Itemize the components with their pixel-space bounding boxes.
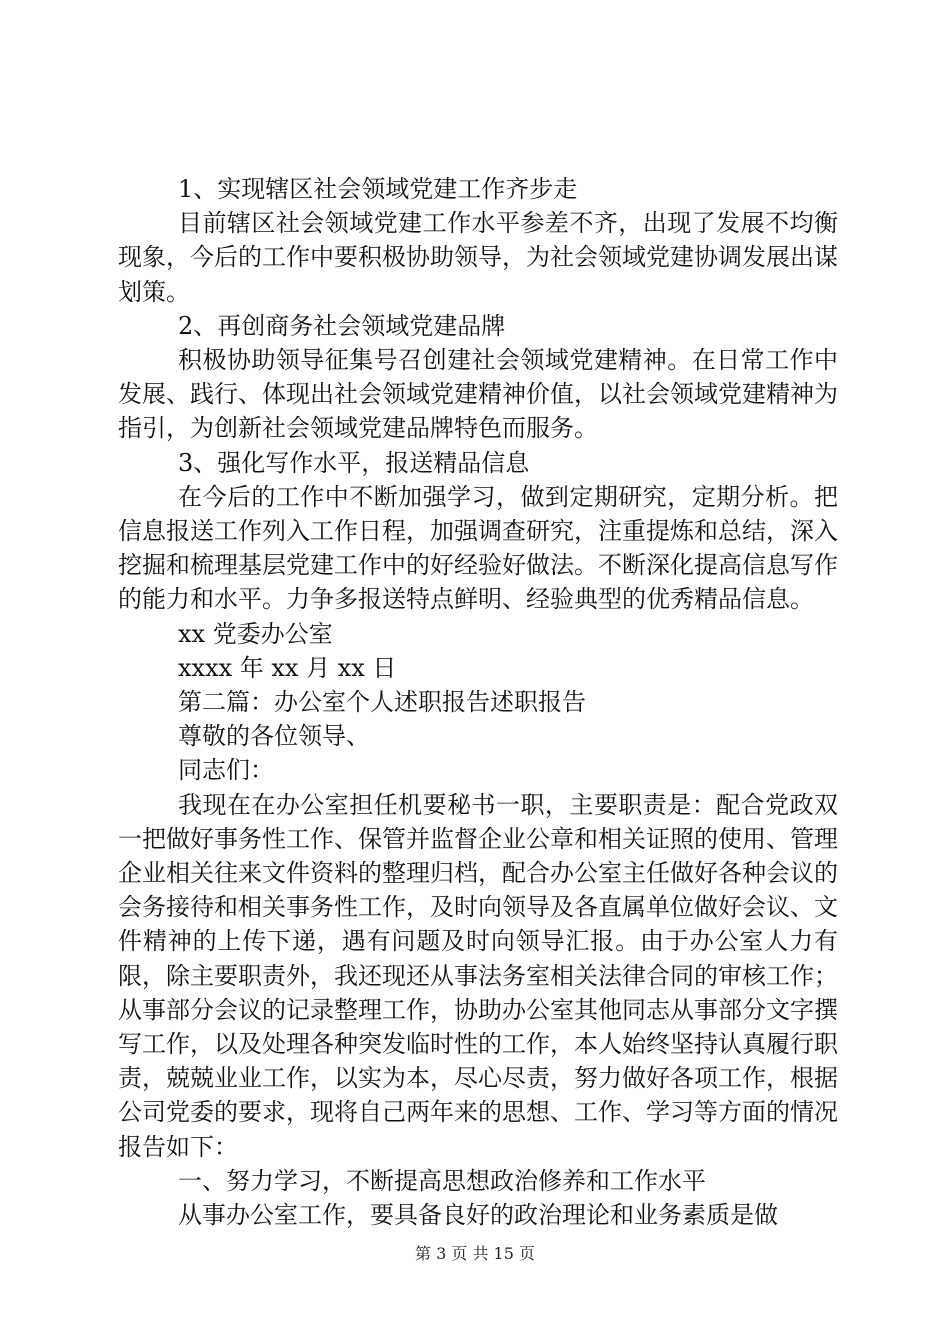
- section-heading-2: 2、再创商务社会领域党建品牌: [178, 311, 506, 340]
- body-paragraph: 积极协助领导征集号召创建社会领域党建精神。在日常工作中发展、践行、体现出社会领域党建精神价值，以社会领域党建精神为指引，为创新社会领域党建品牌特色而服务。: [118, 346, 838, 443]
- signature-office: xx 党委办公室: [178, 619, 333, 648]
- document-body: [118, 172, 838, 1232]
- body-paragraph: 在今后的工作中不断加强学习，做到定期研究，定期分析。把信息报送工作列入工作日程，加强调查研究，注重提炼和总结，深入挖掘和梳理基层党建工作中的好经验好做法。不断深化提高信息写作的能力和水平。力争多报送特点鲜明、经验典型的优秀精品信息。: [118, 482, 838, 614]
- page-number-footer: 第 3 页 共 15 页: [415, 1244, 535, 1263]
- salutation-line-2: 同志们：: [178, 756, 274, 785]
- section-heading-3: 3、强化写作水平，报送精品信息: [178, 448, 530, 477]
- chapter-title: 第二篇：办公室个人述职报告述职报告: [178, 688, 586, 717]
- body-paragraph: 从事办公室工作，要具备良好的政治理论和业务素质是做: [178, 1201, 778, 1230]
- salutation-line-1: 尊敬的各位领导、: [178, 722, 370, 751]
- signature-date: xxxx 年 xx 月 xx 日: [178, 653, 397, 682]
- section-heading-1: 1、实现辖区社会领域党建工作齐步走: [178, 175, 578, 203]
- body-paragraph: 目前辖区社会领域党建工作水平参差不齐，出现了发展不均衡现象，今后的工作中要积极协助领导，为社会领域党建协调发展出谋划策。: [118, 209, 838, 306]
- section-heading-4: 一、努力学习，不断提高思想政治修养和工作水平: [178, 1166, 706, 1195]
- body-paragraph: 我现在在办公室担任机要秘书一职，主要职责是：配合党政双一把做好事务性工作、保管并监督企业公章和相关证照的使用、管理企业相关往来文件资料的整理归档，配合办公室主任做好各种会议的会务接待和相关事务性工作，及时向领导及各直属单位做好会议、文件精神的上传下递，遇有问题及时向领导汇报。由于办公室人力有限，除主要职责外，我还现还从事法务室相关法律合同的审核工作；从事部分会议的记录整理工作，协助办公室其他同志从事部分文字撰写工作，以及处理各种突发临时性的工作，本人始终坚持认真履行职责，兢兢业业工作，以实为本，尽心尽责，努力做好各项工作，根据公司党委的要求，现将自己两年来的思想、工作、学习等方面的情况报告如下：: [118, 790, 838, 1161]
